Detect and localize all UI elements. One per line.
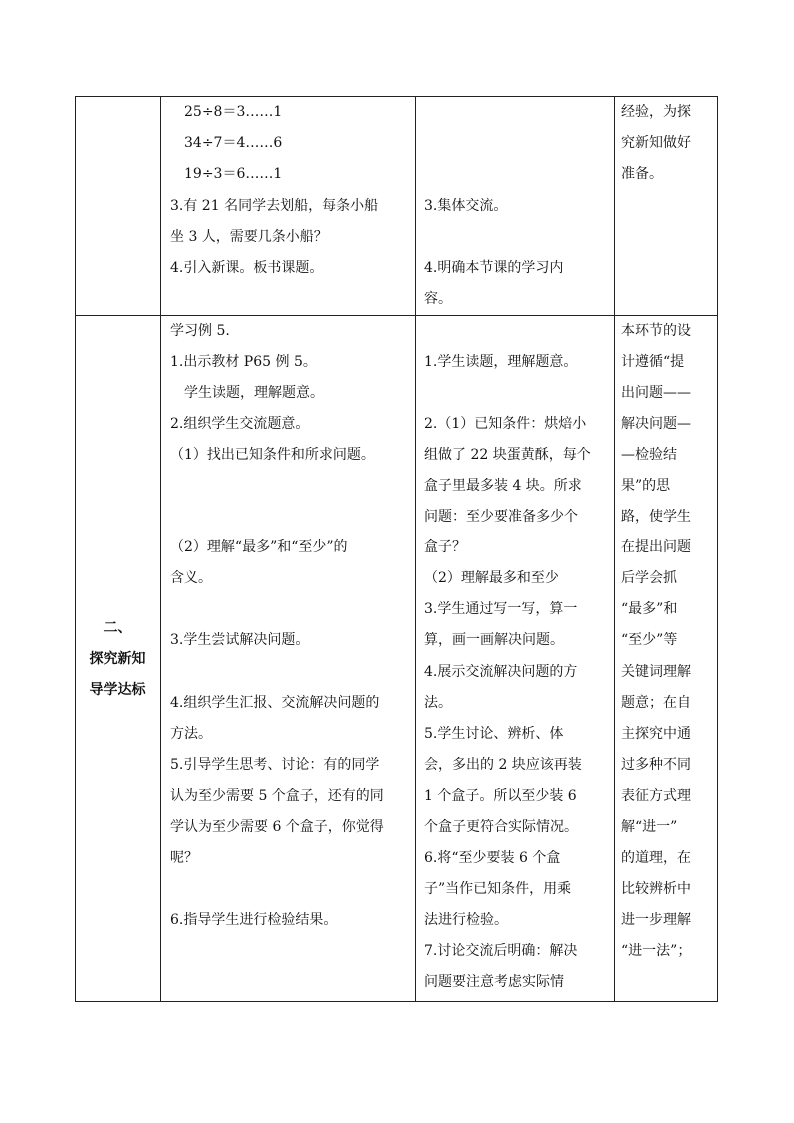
text-line: 组做了 22 块蛋黄酥，每个: [424, 447, 591, 463]
text-line: 题意；在自: [621, 695, 691, 711]
text-line: 盒子里最多装 4 块。所求: [424, 478, 582, 494]
text-line: 4.明确本节课的学习内: [424, 260, 564, 276]
text-line: 坐 3 人，需要几条小船？: [170, 229, 328, 245]
text-line: 准备。: [621, 166, 663, 182]
text-line: 3.有 21 名同学去划船，每条小船: [170, 198, 379, 214]
text-line: 问题：至少要准备多少个: [424, 509, 578, 525]
text-line: “进一法”；: [621, 943, 692, 959]
text-line: 解决问题—: [621, 416, 691, 432]
text-line: 问题要注意考虑实际情: [424, 974, 564, 990]
text-line: 在提出问题: [621, 539, 691, 555]
text-line: 4.引入新课。板书课题。: [170, 260, 324, 276]
text-line: 关键词理解: [621, 664, 691, 680]
text-line: 3.集体交流。: [424, 198, 508, 214]
text-line: “至少”等: [621, 632, 678, 648]
text-line: 进一步理解: [621, 912, 691, 928]
text-line: 法进行检验。: [424, 912, 508, 928]
text-line: 4.组织学生汇报、交流解决问题的: [170, 695, 380, 711]
text-line: 出问题——: [621, 385, 691, 401]
text-line: 2.组织学生交流题意。: [170, 416, 310, 432]
text-line: 学习例 5.: [170, 323, 230, 339]
text-line: 容。: [424, 291, 452, 307]
col-border-right: [717, 96, 718, 1002]
text-line: 经验，为探: [621, 104, 691, 120]
text-line: 解“进一”: [621, 819, 678, 835]
text-line: （2）理解“最多”和“至少”的: [170, 539, 348, 555]
row2-teacher-cell: [161, 316, 415, 1001]
text-line: 计遵循“提: [621, 354, 685, 370]
text-line: 6.指导学生进行检验结果。: [170, 912, 338, 928]
text-line: 学认为至少需要 6 个盒子，你觉得: [170, 819, 384, 835]
text-line: 本环节的设: [621, 323, 691, 339]
text-line: 法。: [424, 695, 452, 711]
text-line: 1.学生读题，理解题意。: [424, 354, 578, 370]
text-line: 5.学生讨论、辨析、体: [424, 726, 564, 742]
text-line: “最多”和: [621, 601, 678, 617]
stage-title-line1: 探究新知: [89, 651, 146, 667]
text-line: （2）理解最多和至少: [424, 570, 559, 586]
text-line: 3.学生通过写一写，算一: [424, 601, 578, 617]
text-line: 6.将“至少要装 6 个盒: [424, 850, 561, 866]
text-line: （1）找出已知条件和所求问题。: [170, 447, 375, 463]
text-line: 5.引导学生思考、讨论：有的同学: [170, 757, 380, 773]
text-line: 认为至少需要 5 个盒子，还有的同: [170, 788, 384, 804]
text-line: 过多种不同: [621, 757, 691, 773]
text-line: 比较辨析中: [621, 881, 691, 897]
lesson-plan-table: [75, 96, 718, 1002]
text-line: 含义。: [170, 570, 212, 586]
text-line: 后学会抓: [621, 570, 677, 586]
row1-design-cell: [615, 96, 717, 315]
row1-teacher-cell: [161, 96, 415, 315]
row2-student-cell: [416, 316, 614, 1001]
table-bottom-border: [75, 1001, 718, 1002]
text-line: 25÷8＝3……1: [184, 104, 283, 120]
text-line: 2.（1）已知条件：烘焙小: [424, 416, 587, 432]
text-line: 盒子？: [424, 539, 466, 555]
text-line: 个盒子更符合实际情况。: [424, 819, 578, 835]
text-line: 7.讨论交流后明确：解决: [424, 943, 578, 959]
row1-student-cell: [416, 96, 614, 315]
text-line: 呢？: [170, 850, 198, 866]
text-line: 路，使学生: [621, 509, 691, 525]
text-line: 表征方式理: [621, 788, 691, 804]
text-line: 子”当作已知条件，用乘: [424, 881, 572, 897]
text-line: 会，多出的 2 块应该再装: [424, 757, 582, 773]
row1-stage-cell: [75, 96, 160, 315]
text-line: 算，画一画解决问题。: [424, 632, 564, 648]
text-line: 果”的思: [621, 478, 671, 494]
text-line: 主探究中通: [621, 726, 691, 742]
text-line: 4.展示交流解决问题的方: [424, 664, 578, 680]
text-line: 19÷3＝6……1: [184, 166, 283, 182]
text-line: 1.出示教材 P65 例 5。: [170, 354, 317, 370]
stage-title-line2: 导学达标: [89, 682, 146, 698]
text-line: 学生读题，理解题意。: [184, 385, 324, 401]
text-line: 的道理，在: [621, 850, 691, 866]
text-line: 1 个盒子。所以至少装 6: [424, 788, 577, 804]
text-line: 34÷7＝4……6: [184, 135, 283, 151]
stage-number: 二、: [103, 620, 132, 636]
text-line: 究新知做好: [621, 135, 691, 151]
text-line: 3.学生尝试解决问题。: [170, 632, 310, 648]
text-line: —检验结: [621, 447, 677, 463]
row2-design-cell: [615, 316, 717, 1001]
text-line: 方法。: [170, 726, 212, 742]
